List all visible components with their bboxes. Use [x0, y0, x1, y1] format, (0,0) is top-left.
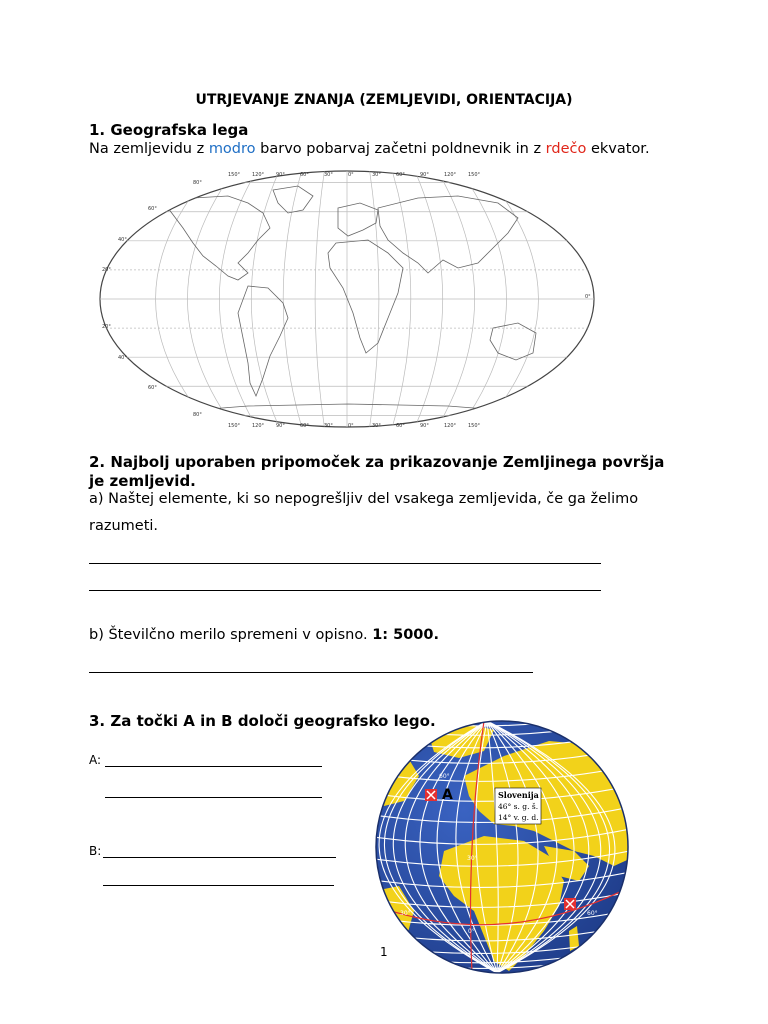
label-b: B: [89, 844, 102, 858]
answer-line-b-second[interactable] [103, 885, 334, 886]
map-left-label: 20° [102, 267, 111, 273]
blue-word: modro [208, 141, 256, 157]
question-b-text: b) Številčno merilo spremeni v opisno. [89, 627, 373, 643]
globe-grid-label: 30° [467, 855, 478, 862]
instruction-text-2: barvo pobarvaj začetni poldnevnik in z [255, 141, 546, 157]
map-bottom-label: 0° [348, 423, 354, 429]
map-bottom-label: 150° [468, 423, 481, 429]
instruction-text-3: ekvator. [586, 141, 650, 157]
globe-grid-label: 30° [400, 910, 411, 917]
answer-line-a1[interactable] [89, 563, 601, 564]
callout-line1: Slovenija [498, 790, 539, 800]
answer-line-a-first[interactable] [105, 766, 322, 767]
answer-line-b-first[interactable] [103, 857, 336, 858]
globe-grid-label: 60° [439, 773, 450, 780]
map-right-label: 0° [585, 294, 591, 300]
question-a-line1: a) Naštej elemente, ki so nepogrešljiv del vsakega zemljevida, če ga želimo [89, 491, 639, 507]
map-left-label: 80° [193, 180, 202, 186]
globe-grid-label: 60° [587, 910, 598, 917]
label-a: A: [89, 753, 102, 767]
section2-heading-line1: 2. Najbolj uporaben pripomoček za prikazovanje Zemljinega površja [89, 453, 665, 471]
map-bottom-label: 60° [300, 423, 309, 429]
map-left-label: 40° [118, 237, 127, 243]
map-left-label: 40° [118, 355, 127, 361]
map-bottom-label: 30° [372, 423, 381, 429]
globe-parallel [374, 716, 630, 720]
answer-line-b[interactable] [89, 672, 533, 673]
section1-heading: 1. Geografska lega [89, 121, 249, 139]
map-top-label: 120° [252, 172, 265, 178]
red-word: rdečo [545, 141, 587, 157]
map-left-label: 80° [193, 412, 202, 418]
map-top-label: 60° [396, 172, 405, 178]
map-bottom-label: 30° [324, 423, 333, 429]
world-map [98, 168, 596, 430]
page-number: 1 [380, 945, 388, 959]
map-top-label: 60° [300, 172, 309, 178]
map-left-label: 60° [148, 385, 157, 391]
section2-heading-line2: je zemljevid. [89, 472, 196, 490]
globe-illustration [374, 716, 630, 978]
map-top-label: 30° [372, 172, 381, 178]
callout-line3: 14° v. g. d. [498, 813, 539, 822]
map-top-label: 150° [228, 172, 241, 178]
map-bottom-label: 60° [396, 423, 405, 429]
map-top-label: 90° [420, 172, 429, 178]
answer-line-a2[interactable] [89, 590, 601, 591]
question-a-line2: razumeti. [89, 518, 159, 534]
section3-heading: 3. Za točki A in B določi geografsko lego. [89, 712, 436, 730]
map-top-label: 0° [348, 172, 354, 178]
map-bottom-label: 120° [252, 423, 265, 429]
question-b [89, 627, 439, 643]
map-bottom-label: 90° [276, 423, 285, 429]
map-bottom-label: 150° [228, 423, 241, 429]
map-top-label: 30° [324, 172, 333, 178]
answer-line-a-second[interactable] [105, 797, 322, 798]
instruction-text-1: Na zemljevidu z [89, 141, 209, 157]
map-left-label: 60° [148, 206, 157, 212]
point-a-label: A [442, 787, 453, 803]
map-top-label: 150° [468, 172, 481, 178]
map-bottom-label: 120° [444, 423, 457, 429]
page-title: UTRJEVANJE ZNANJA (ZEMLJEVIDI, ORIENTACIJA) [195, 92, 573, 108]
map-top-label: 120° [444, 172, 457, 178]
map-top-label: 90° [276, 172, 285, 178]
callout-line2: 46° s. g. š. [498, 802, 539, 811]
map-bottom-label: 90° [420, 423, 429, 429]
globe-grid-label: 0° [468, 928, 475, 935]
section1-instruction [89, 141, 650, 157]
scale-value: 1: 5000. [372, 627, 439, 643]
map-left-label: 20° [102, 324, 111, 330]
